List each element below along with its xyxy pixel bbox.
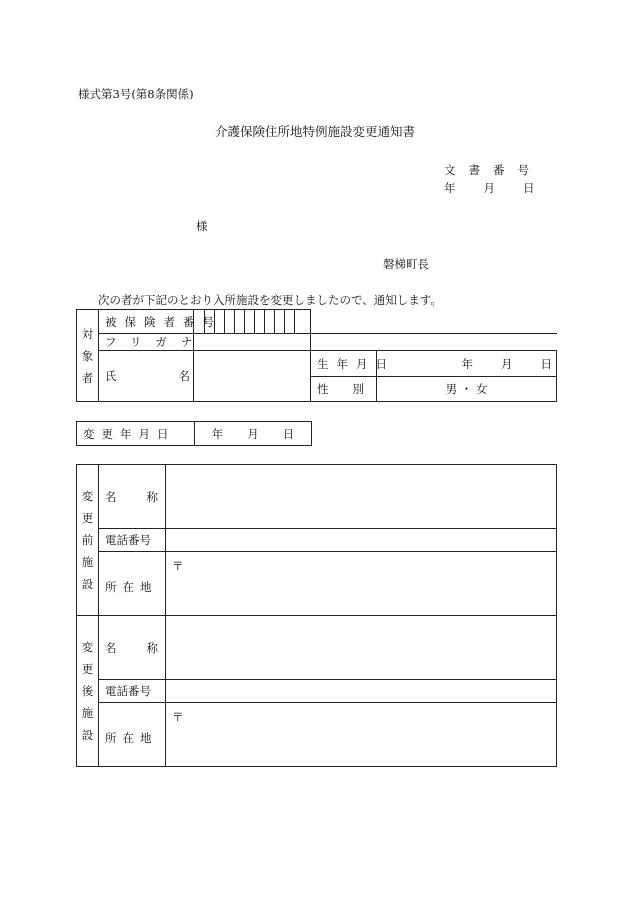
issue-date-year: 年 (444, 181, 456, 195)
insured-number-label: 被保険者番号 (99, 310, 194, 334)
before-name-field[interactable] (166, 465, 557, 529)
change-date-label: 変更年月日 (77, 422, 195, 446)
issue-date-month: 月 (483, 181, 495, 195)
before-name-label: 名 称 (99, 465, 166, 529)
document-number-label: 文書番号 (444, 163, 542, 177)
form-number: 様式第3号(第8条関係) (78, 87, 194, 101)
furigana-field[interactable] (194, 334, 311, 351)
facility-table (76, 464, 557, 767)
issue-date-day: 日 (523, 181, 535, 195)
dob-field[interactable]: 年 月 日 (377, 351, 557, 377)
change-date-field[interactable]: 年 月 日 (195, 422, 312, 446)
before-section-label: 変更前施設 (77, 465, 99, 616)
after-address-label: 所在地 (99, 703, 166, 767)
furigana-label: フリガナ (99, 334, 194, 351)
after-postal-mark: 〒 (172, 710, 184, 724)
after-name-label: 名 称 (99, 616, 166, 680)
after-phone-label: 電話番号 (99, 680, 166, 703)
after-name-field[interactable] (166, 616, 557, 680)
addressee-suffix: 様 (196, 219, 208, 233)
issuer-name: 磐梯町長 (383, 257, 429, 271)
intro-text: 次の者が下記のとおり入所施設を変更しましたので、通知します。 (98, 293, 442, 307)
subject-table (76, 309, 557, 402)
sex-label: 性 別 (311, 377, 377, 402)
document-title: 介護保険住所地特例施設変更通知書 (214, 124, 415, 139)
before-postal-mark: 〒 (172, 559, 184, 573)
name-label: 氏 名 (99, 351, 194, 402)
insured-number-field[interactable] (194, 310, 311, 334)
dob-label: 生年月日 (311, 351, 377, 377)
sex-options[interactable]: 男 ・ 女 (377, 377, 557, 402)
issue-date (444, 180, 535, 196)
change-date-table (76, 421, 312, 446)
after-section-label: 変更後施設 (77, 616, 99, 767)
before-address-label: 所在地 (99, 552, 166, 616)
name-field[interactable] (194, 351, 311, 402)
subject-section-label: 対象者 (77, 310, 99, 402)
after-address-field[interactable] (166, 703, 557, 767)
before-phone-label: 電話番号 (99, 529, 166, 552)
before-address-field[interactable] (166, 552, 557, 616)
before-phone-field[interactable] (166, 529, 557, 552)
after-phone-field[interactable] (166, 680, 557, 703)
